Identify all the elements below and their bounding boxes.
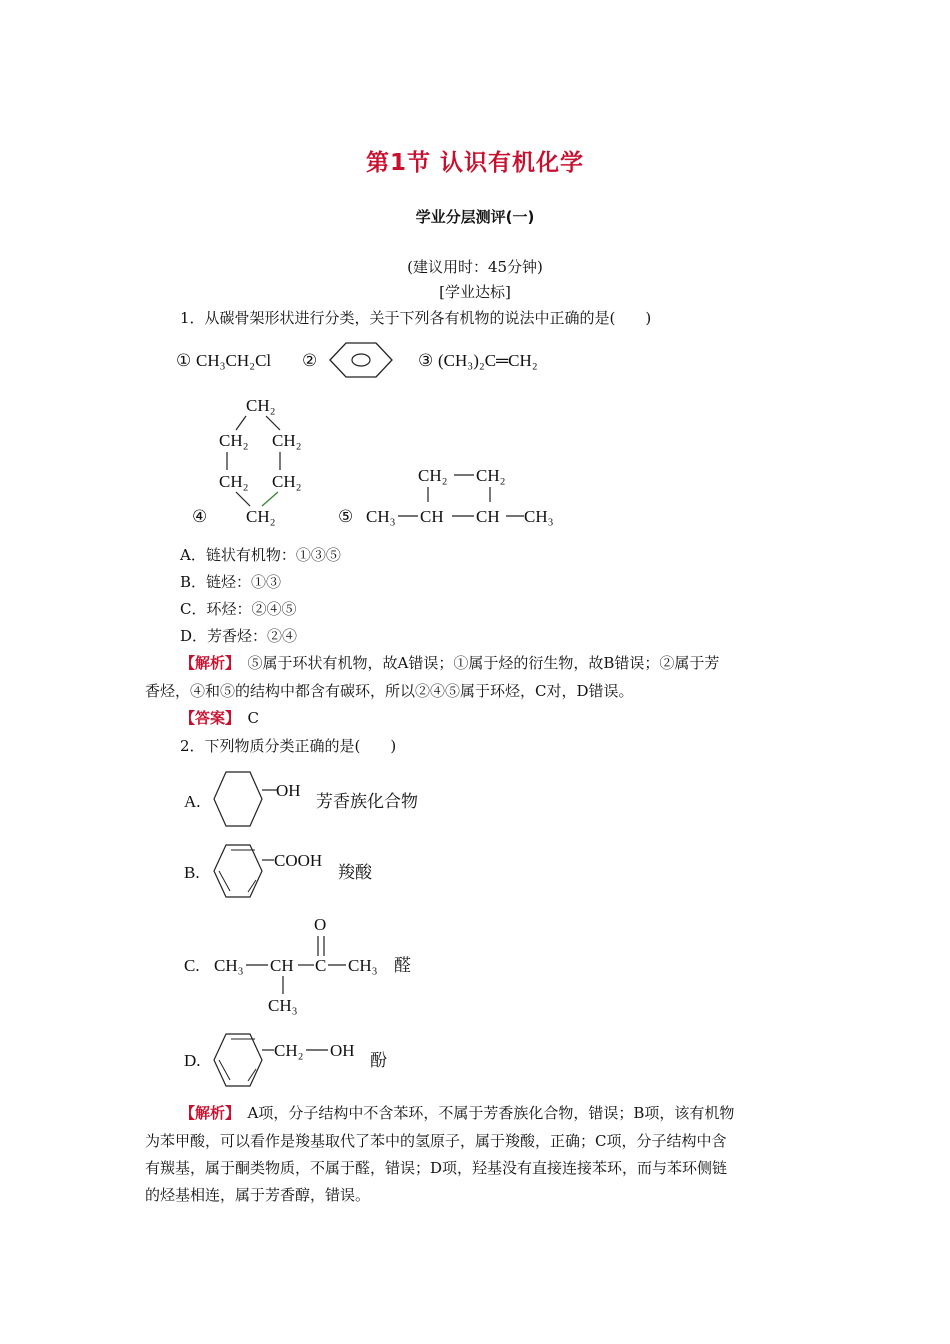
q2-c-ch: CH bbox=[270, 956, 294, 975]
q1-analysis-line-1: 【解析】 ⑤属于环状有机物，故A错误；①属于烃的衍生物，故B错误；②属于芳 bbox=[180, 654, 720, 672]
analysis-tag: 【解析】 bbox=[180, 1104, 233, 1122]
q1-answer: 【答案】 C bbox=[180, 709, 259, 727]
m1-formula: CH₃CH₂Cl bbox=[196, 351, 272, 370]
q2-d-ch2: CH₂ bbox=[274, 1041, 304, 1060]
q2-c-class: 醛 bbox=[394, 956, 411, 976]
m4-ch2-lower-right: CH₂ bbox=[272, 472, 302, 491]
m4-number: ④ bbox=[192, 507, 208, 526]
time-note: (建议用时：45分钟) bbox=[407, 258, 543, 276]
q1-option-d: D．芳香烃：②④ bbox=[180, 627, 298, 645]
benzene-ring-icon bbox=[214, 1034, 262, 1086]
m5-ch3-left: CH₃ bbox=[366, 507, 396, 526]
q2-d-oh: OH bbox=[330, 1041, 355, 1060]
q1-option-b: B．链烃：①③ bbox=[180, 573, 282, 591]
m5-ch-right: CH bbox=[476, 507, 500, 526]
q2-c-oxygen: O bbox=[314, 915, 327, 934]
m5-ch2-left: CH₂ bbox=[418, 466, 448, 485]
m4-ch2-top: CH₂ bbox=[246, 396, 276, 415]
q2-analysis-line-4: 的烃基相连，属于芳香醇，错误。 bbox=[145, 1186, 371, 1204]
m4-ch2-lower-left: CH₂ bbox=[219, 472, 249, 491]
m3-formula: (CH₃)₂C═CH₂ bbox=[438, 351, 538, 370]
answer-tag: 【答案】 bbox=[180, 709, 233, 727]
q2-a-class: 芳香族化合物 bbox=[316, 792, 418, 812]
m5-number: ⑤ bbox=[338, 507, 354, 526]
m4-ch2-upper-left: CH₂ bbox=[219, 431, 249, 450]
q2-c-ch3-left: CH₃ bbox=[214, 956, 244, 975]
question-1-stem: 1．从碳骨架形状进行分类，关于下列各有机物的说法中正确的是( ) bbox=[180, 309, 652, 327]
q2-analysis-line-1: 【解析】 A项，分子结构中不含苯环，不属于芳香族化合物，错误；B项，该有机物 bbox=[180, 1104, 735, 1122]
m5-ch2-right: CH₂ bbox=[476, 466, 506, 485]
m3-number: ③ bbox=[418, 351, 434, 370]
m5-ch3-right: CH₃ bbox=[524, 507, 554, 526]
q2-b-group: COOH bbox=[274, 851, 323, 870]
q2-b-class: 羧酸 bbox=[338, 863, 372, 883]
page-subtitle: 学业分层测评(一) bbox=[415, 208, 535, 226]
m4-ch2-bottom: CH₂ bbox=[246, 507, 276, 526]
m2-number: ② bbox=[302, 351, 318, 370]
question-2-stem: 2．下列物质分类正确的是( ) bbox=[180, 737, 397, 755]
q2-b-label: B. bbox=[184, 863, 200, 882]
cyclohexane-ring-icon bbox=[214, 772, 262, 826]
q2-d-label: D. bbox=[184, 1051, 201, 1070]
q1-analysis-line-2: 香烃，④和⑤的结构中都含有碳环，所以②④⑤属于环烃，C对，D错误。 bbox=[145, 682, 634, 700]
q2-a-group: OH bbox=[276, 781, 301, 800]
analysis-tag: 【解析】 bbox=[180, 654, 233, 672]
q2-d-class: 酚 bbox=[370, 1051, 387, 1071]
section-heading: [学业达标] bbox=[439, 283, 511, 301]
q2-analysis-line-3: 有羰基，属于酮类物质，不属于醛，错误；D项，羟基没有直接连接苯环，而与苯环侧链 bbox=[145, 1159, 728, 1177]
q2-c-label: C. bbox=[184, 956, 200, 975]
q2-a-label: A. bbox=[184, 792, 201, 811]
benzene-ring-icon bbox=[214, 845, 262, 897]
q2-c-ch3-down: CH₃ bbox=[268, 996, 298, 1015]
q1-option-a: A．链状有机物：①③⑤ bbox=[180, 546, 341, 564]
m5-ch-left: CH bbox=[420, 507, 444, 526]
q1-option-c: C．环烃：②④⑤ bbox=[180, 600, 297, 618]
m4-ch2-upper-right: CH₂ bbox=[272, 431, 302, 450]
q2-c-ch3-right: CH₃ bbox=[348, 956, 378, 975]
q2-analysis-line-2: 为苯甲酸，可以看作是羧基取代了苯中的氢原子，属于羧酸，正确；C项，分子结构中含 bbox=[145, 1132, 727, 1150]
q2-c-carbon: C bbox=[315, 956, 327, 975]
m1-number: ① bbox=[176, 351, 192, 370]
page-title: 第1节 认识有机化学 bbox=[365, 150, 584, 176]
